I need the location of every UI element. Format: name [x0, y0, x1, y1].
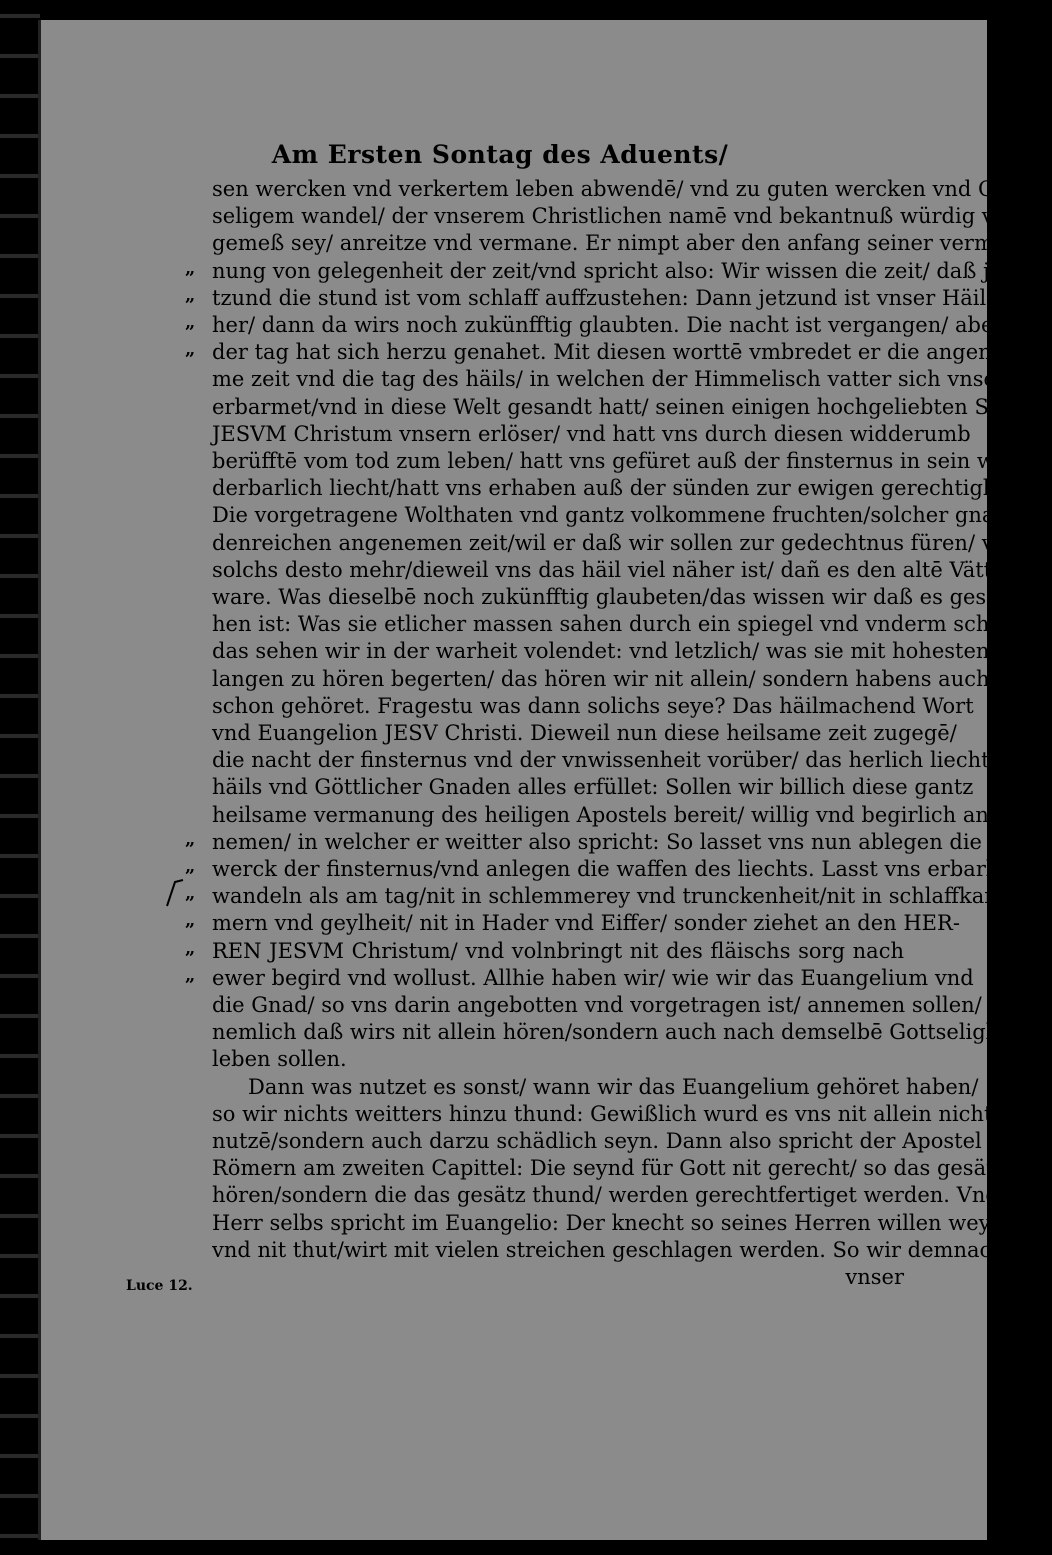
text-line: hen ist: Was sie etlicher massen sahen durch ein spiegel vnd vnderm schatten/ — [212, 612, 1052, 637]
margin-note-reference: Luce 12. — [126, 1278, 193, 1294]
text-line: langen zu hören begerten/ das hören wir nit allein/ sondern habens auch — [212, 666, 990, 691]
text-line: sen wercken vnd verkertem leben abwendē/ vnd zu guten wercken vnd Gott- — [212, 177, 1032, 201]
text-line: her/ dann da wirs noch zukünfftig glaubten. Die nacht ist vergangen/ aber — [212, 313, 1004, 337]
text-line: wandeln als am tag/nit in schlemmerey vnd trunckenheit/nit in schlaffkam- — [212, 884, 1012, 909]
text-line: REN JESVM Christum/ vnd volnbringt nit des fläischs sorg nach — [212, 938, 904, 963]
text-line: ewer begird vnd wollust. Allhie haben wir/ wie wir das Euangelium vnd — [212, 965, 974, 990]
text-line: leben sollen. — [212, 1047, 347, 1072]
text-line: solchs desto mehr/dieweil vns das häil viel näher ist/ dañ es den altē Vättern — [212, 557, 1029, 582]
text-line: gemeß sey/ anreitze vnd vermane. Er nimpt aber den anfang seiner verma- — [212, 231, 1014, 256]
text-line: werck der finsternus/vnd anlegen die waffen des liechts. Lasst vns erbarlich — [212, 857, 1025, 881]
margin-pointer-mark — [165, 878, 185, 908]
text-line: schon gehöret. Fragestu was dann solichs seye? Das häilmachend Wort — [212, 693, 974, 718]
text-line: die Gnad/ so vns darin angebotten vnd vorgetragen ist/ annemen sollen/ — [212, 993, 982, 1017]
text-line: die nacht der finsternus vnd der vnwissenheit vorüber/ das herlich liecht des — [212, 748, 1033, 773]
text-line: nemen/ in welcher er weitter also spricht: So lasset vns nun ablegen die — [212, 829, 982, 854]
quotation-mark: „ — [185, 856, 196, 877]
quotation-mark: „ — [185, 312, 196, 333]
text-line: mern vnd geylheit/ nit in Hader vnd Eiffer/ sonder ziehet an den HER- — [212, 911, 960, 936]
quotation-mark: „ — [185, 883, 196, 905]
text-line: berüfftē vom tod zum leben/ hatt vns gefüret auß der finsternus in sein wun- — [212, 449, 1030, 473]
text-line: nung von gelegenheit der zeit/vnd spricht also: Wir wissen die zeit/ daß je- — [212, 258, 1010, 283]
quotation-mark: „ — [185, 937, 196, 959]
text-line: so wir nichts weitters hinzu thund: Gewißlich wurd es vns nit allein nichts — [212, 1101, 1004, 1126]
text-line: Herr selbs spricht im Euangelio: Der knecht so seines Herren willen weyßt — [212, 1210, 1013, 1235]
text-line: Dann was nutzet es sonst/ wann wir das Euangelium gehöret haben/ — [248, 1074, 979, 1099]
text-line: denreichen angenemen zeit/wil er daß wir sollen zur gedechtnus füren/ vnd — [212, 530, 1021, 555]
page-heading: Am Ersten Sontag des Aduents/ — [271, 140, 729, 169]
text-line: der tag hat sich herzu genahet. Mit diesen worttē vmbredet er die angene- — [212, 340, 1012, 365]
text-line: nutzē/sondern auch darzu schädlich seyn. Dann also spricht der Apostel zun — [212, 1129, 1027, 1153]
text-line: me zeit vnd die tag des häils/ in welchen der Himmelisch vatter sich vnser — [212, 367, 1006, 392]
text-line: ware. Was dieselbē noch zukünfftig glaubeten/das wissen wir daß es gesche- — [212, 585, 1032, 609]
text-line: heilsame vermanung des heiligen Apostels bereit/ willig vnd begirlich an- — [212, 802, 997, 827]
quotation-mark: „ — [185, 257, 196, 279]
text-line: erbarmet/vnd in diese Welt gesandt hatt/ seinen einigen hochgeliebten Son — [212, 394, 1016, 419]
text-line: derbarlich liecht/hatt vns erhaben auß der sünden zur ewigen gerechtigkeit. — [212, 476, 1030, 501]
text-line: hören/sondern die das gesätz thund/ werden gerechtfertiget werden. Vnd der — [212, 1183, 1042, 1208]
text-line: JESVM Christum vnsern erlöser/ vnd hatt vns durch diesen widderumb — [212, 421, 971, 446]
text-line: vnd nit thut/wirt mit vielen streichen geschlagen werden. So wir demnach — [212, 1237, 1005, 1262]
quotation-mark: „ — [185, 284, 196, 306]
quotation-mark: „ — [185, 339, 196, 361]
text-line: Die vorgetragene Wolthaten vnd gantz volkommene fruchten/solcher gna- — [212, 503, 1002, 528]
text-line: das sehen wir in der warheit volendet: vnd letzlich/ was sie mit hohesten ver- — [212, 639, 1038, 664]
quotation-mark: „ — [185, 828, 196, 850]
text-line: tzund die stund ist vom schlaff auffzustehen: Dann jetzund ist vnser Häil nä- — [212, 285, 1027, 310]
text-line: nemlich daß wirs nit allein hören/sondern auch nach demselbē Gottseliglich — [212, 1020, 1025, 1045]
text-line: häils vnd Göttlicher Gnaden alles erfüllet: Sollen wir billich diese gantz — [212, 775, 974, 800]
text-line: vnd Euangelion JESV Christi. Dieweil nun diese heilsame zeit zugegē/ — [212, 721, 957, 745]
quotation-mark: „ — [185, 964, 196, 986]
text-line: seligem wandel/ der vnserem Christlichen namē vnd bekantnuß würdig vñ — [212, 204, 1008, 229]
catchword: vnser — [845, 1265, 904, 1289]
quotation-mark: „ — [185, 910, 196, 932]
text-line: Römern am zweiten Capittel: Die seynd für Gott nit gerecht/ so das gesätz — [212, 1156, 1006, 1181]
